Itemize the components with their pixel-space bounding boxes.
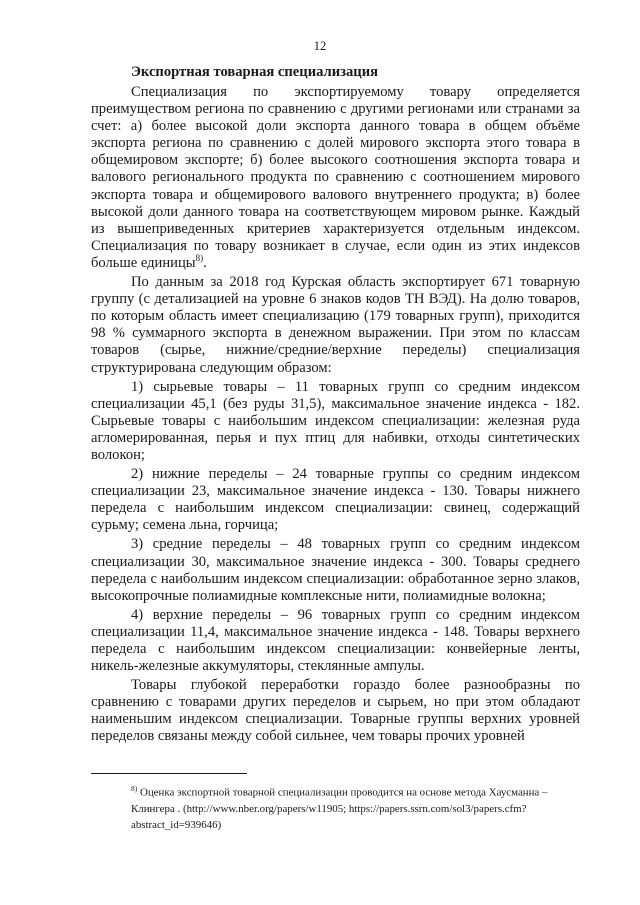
footnote-marker: 8) (131, 784, 138, 793)
paragraph: По данным за 2018 год Курская область экспортирует 671 товарную группу (с детализацией на уровне 6 знаков кодов ТН ВЭД). На долю товаров, по которым область имеет специализацию (179 товарных групп), приходится 98 % суммарного экспорта в денежном выражении. При этом по классам товаров (сырье, нижние/средние/верхние переделы) специализация структурирована следующим образом: (91, 274, 580, 376)
list-item: 3) средние переделы – 48 товарных групп со средним индексом специализации 30, максимальное значение индекса - 300. Товары среднего передела с наибольшим индексом специализации: обработанное зерно злаков, высокопрочные полиамидные комплексные нити, полиамидные волокна; (91, 536, 580, 604)
list-item: 4) верхние переделы – 96 товарных групп со средним индексом специализации 11,4, максимальное значение индекса - 148. Товары верхнего передела с наибольшим индексом специализации: конвейерные ленты, никель-железные аккумуляторы, стеклянные ампулы. (91, 606, 580, 675)
footnote-text: Оценка экспортной товарной специализации проводится на основе метода Хаусманна – Клингера . (http://www.nber.org/papers/w11905; https://papers.ssrn.com/sol3/papers.cfm?abstract_id=939646) (131, 786, 548, 831)
paragraph: Товары глубокой переработки гораздо более разнообразны по сравнению с товарами других переделов и сырьем, но при этом обладают наименьшим индексом специализации. Товарные группы верхних уровней переделов связаны между собой сильнее, чем товары прочих уровней (91, 677, 580, 745)
footnote-divider (91, 773, 247, 774)
paragraph (91, 84, 580, 272)
footnote-content (91, 781, 580, 833)
section-heading: Экспортная товарная специализация (131, 64, 378, 80)
footnote-reference: 8) (195, 253, 204, 264)
footnote (91, 781, 580, 833)
page-number: 12 (313, 39, 327, 53)
list-item: 2) нижние переделы – 24 товарные группы со средним индексом специализации 23, максимальное значение индекса - 130. Товары нижнего передела с наибольшим индексом специализации: свинец, содержащий сурьму; семена льна, горчица; (91, 466, 580, 534)
paragraph-text: Специализация по экспортируемому товару определяется преимуществом региона по сравнению с другими регионами или странами за счет: а) более высокой доли экспорта данного товара в общем объёме экспорта региона по сравнению с долей мирового экспорта этого товара в общемировом экспорте; б) более высокого соотношения экспорта товара и валового регионального продукта по сравнению с соотношением мирового экспорта товара и общемирового валового внутреннего продукта; в) более высокой доли данного товара на соответствующем мировом рынке. Каждый из вышеприведенных критериев характеризуется отдельным индексом. Специализация по товару возникает в случае, если один из этих индексов больше единицы (91, 84, 580, 271)
paragraph-end: . (203, 254, 207, 271)
list-item: 1) сырьевые товары – 11 товарных групп со средним индексом специализации 45,1 (без руды 31,5), максимальное значение индекса - 182. Сырьевые товары с наибольшим индексом специализации: железная руда агломерированная, перья и пух птиц для набивки, отходы синтетических волокон; (91, 378, 580, 463)
body-text (91, 84, 580, 746)
